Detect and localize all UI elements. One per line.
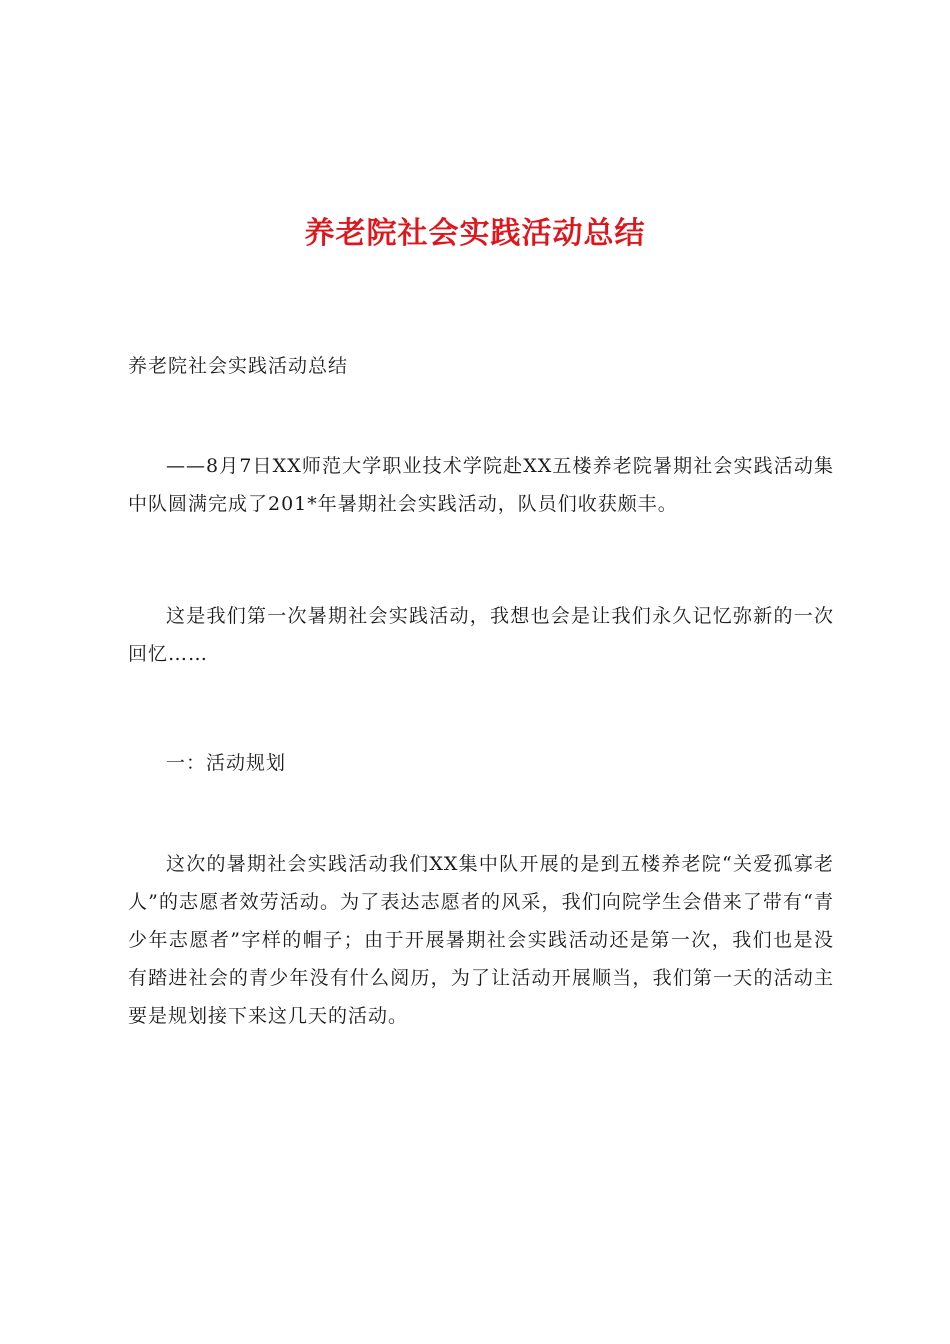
- paragraph-activity-plan: 这次的暑期社会实践活动我们XX集中队开展的是到五楼养老院“关爱孤寡老人”的志愿者效劳活动。为了表达志愿者的风采，我们向院学生会借来了带有“青少年志愿者”字样的帽子；由于开展暑期社会实践活动还是第一次，我们也是没有踏进社会的青少年没有什么阅历，为了让活动开展顺当，我们第一天的活动主要是规划接下来这几天的活动。: [128, 853, 834, 1027]
- document-title: 养老院社会实践活动总结: [304, 216, 646, 251]
- paragraph-first-time: 这是我们第一次暑期社会实践活动，我想也会是让我们永久记忆弥新的一次回忆……: [128, 605, 834, 665]
- paragraph-intro: ——8月7日XX师范大学职业技术学院赴XX五楼养老院暑期社会实践活动集中队圆满完成了201*年暑期社会实践活动，队员们收获颇丰。: [128, 455, 834, 515]
- document-subtitle: 养老院社会实践活动总结: [128, 355, 349, 377]
- section-heading-activity-plan: 一：活动规划: [166, 752, 287, 774]
